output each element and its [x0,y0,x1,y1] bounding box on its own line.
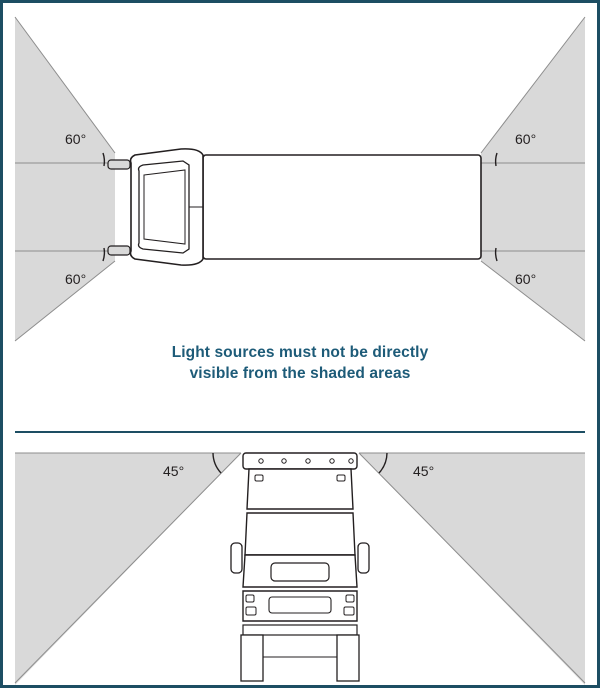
caption-line-2: visible from the shaded areas [189,364,411,382]
panel-divider [15,431,585,433]
lamp-right [346,595,354,602]
angle-label-left: 45° [163,463,185,479]
angle-label-front-right: 60° [515,131,537,147]
mirror-right [358,543,369,573]
grille [271,563,329,581]
wheel-left [241,635,263,681]
tractor-cab [108,149,203,265]
angle-label-right: 45° [413,463,435,479]
front-view-panel [3,435,597,685]
angle-label-rear-left: 60° [65,271,87,287]
shaded-zones-left [15,17,115,341]
wheel-right [337,635,359,681]
shaded-zones-right [481,17,585,341]
mirror-right [108,246,130,255]
chassis [243,625,357,635]
trailer-body [203,155,481,259]
top-view-panel [3,3,597,431]
truck-front-elevation [231,453,369,681]
angle-label-front-left: 60° [65,131,87,147]
angle-label-rear-right: 60° [515,271,537,287]
mirror-left [108,160,130,169]
front-view-graphic [3,435,597,685]
caption [3,343,597,385]
caption-line-1: Light sources must not be directly [171,344,429,361]
mirror-left [231,543,242,573]
lamp-left [246,595,254,602]
